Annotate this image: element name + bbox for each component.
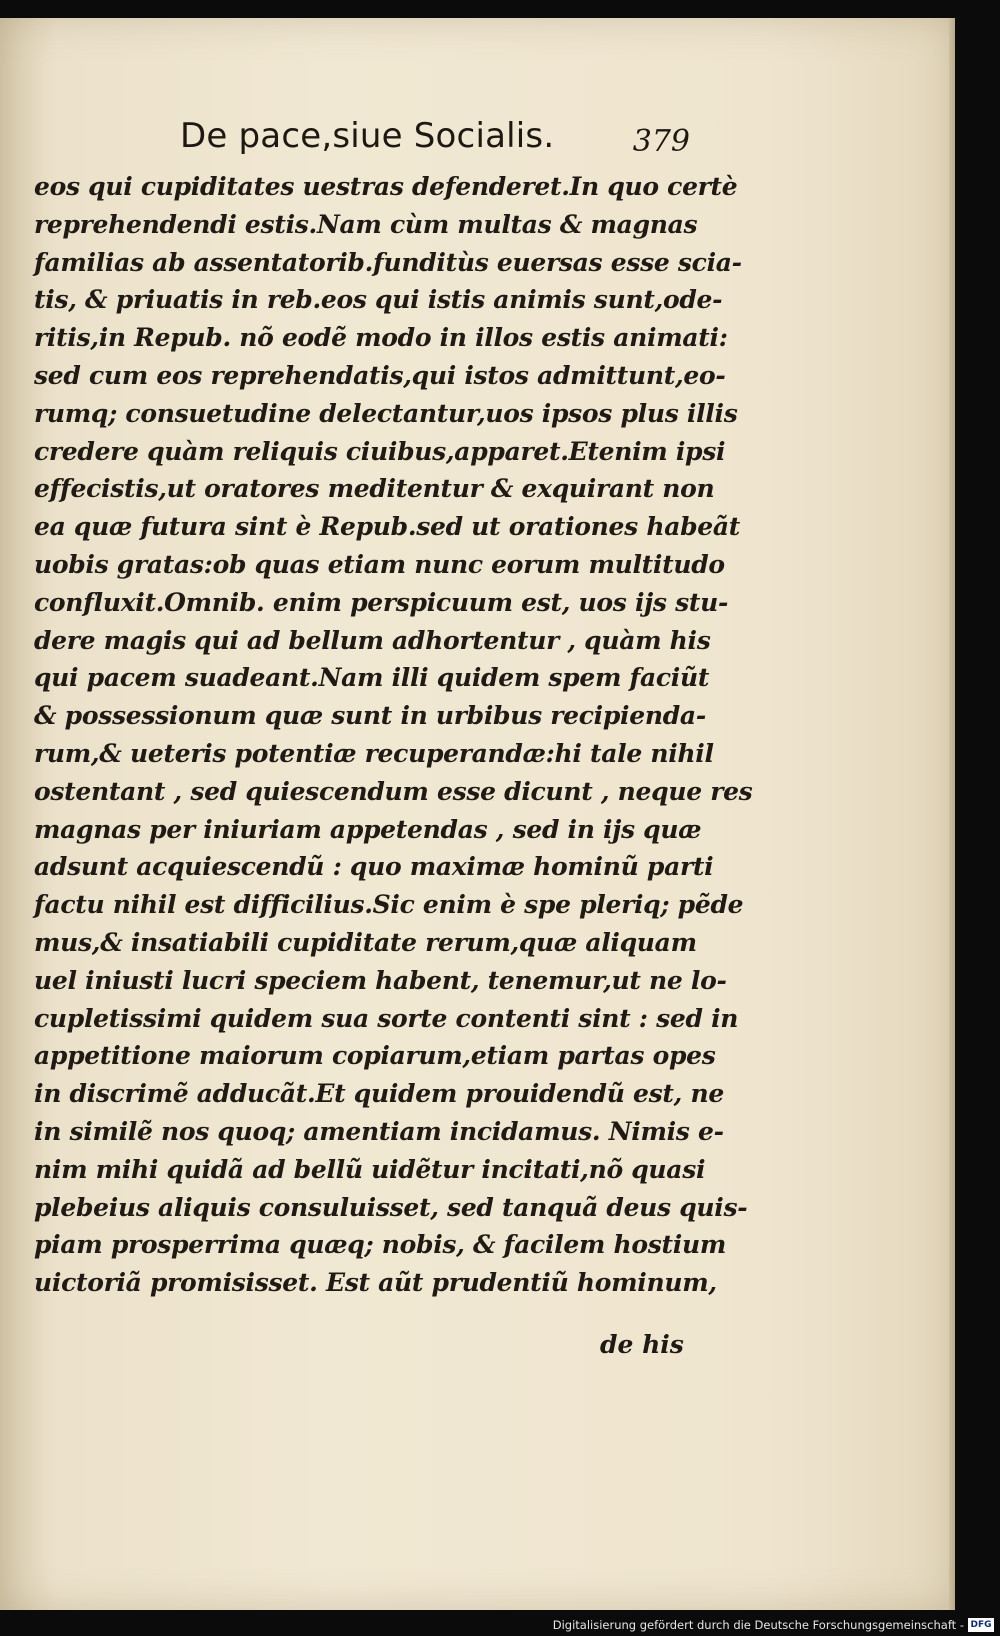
- text-line: nim mihi quidã ad bellũ uidẽtur incitati,nõ quasi: [34, 1154, 706, 1184]
- text-line: & possessionum quæ sunt in urbibus recipienda-: [34, 701, 706, 731]
- text-line: ritis,in Repub. nõ eodẽ modo in illos estis animati:: [34, 323, 728, 353]
- page-edge: [949, 18, 955, 1610]
- page-number: 379: [632, 124, 690, 159]
- text-line: eos qui cupiditates uestras defenderet.In quo certè: [34, 172, 738, 201]
- text-line: confluxit.Omnib. enim perspicuum est, uos ijs stu-: [34, 587, 729, 617]
- text-line: rumq; consuetudine delectantur,uos ipsos plus illis: [34, 398, 738, 428]
- body-text: [34, 168, 753, 1302]
- text-line: piam prosperrima quæq; nobis, & facilem hostium: [34, 1230, 726, 1260]
- text-line: uictoriã promisisset. Est aũt prudentiũ hominum,: [34, 1268, 717, 1298]
- text-line: in similẽ nos quoq; amentiam incidamus. Nimis e-: [34, 1116, 724, 1146]
- text-line: credere quàm reliquis ciuibus,apparet.Etenim ipsi: [34, 436, 726, 466]
- catchword: de his: [600, 1330, 684, 1359]
- text-line: appetitione maiorum copiarum,etiam partas opes: [34, 1041, 716, 1071]
- text-line: rum,& ueteris potentiæ recuperandæ:hi tale nihil: [34, 738, 714, 768]
- text-line: familias ab assentatorib.funditùs euersas esse scia-: [34, 247, 742, 277]
- text-line: factu nihil est difficilius.Sic enim è spe pleriq; pẽde: [34, 890, 744, 920]
- text-line: ea quæ futura sint è Repub.sed ut orationes habeãt: [34, 512, 741, 542]
- text-line: uobis gratas:ob quas etiam nunc eorum multitudo: [34, 549, 725, 579]
- page-header: [180, 110, 690, 170]
- text-line: cupletissimi quidem sua sorte contenti sint : sed in: [34, 1003, 739, 1033]
- text-line: uel iniusti lucri speciem habent, tenemur,ut ne lo-: [34, 965, 727, 995]
- footer-bar: [0, 1610, 1000, 1636]
- text-line: effecistis,ut oratores meditentur & exquirant non: [34, 474, 715, 504]
- text-line: in discrimẽ adducãt.Et quidem prouidendũ est, ne: [34, 1079, 724, 1109]
- text-line: reprehendendi estis.Nam cùm multas & magnas: [34, 209, 698, 239]
- text-line: dere magis qui ad bellum adhortentur , quàm his: [34, 625, 711, 655]
- book-page: [0, 18, 955, 1610]
- funding-credit: Digitalisierung gefördert durch die Deutsche Forschungsgemeinschaft -: [552, 1618, 964, 1632]
- text-line: adsunt acquiescendũ : quo maximæ hominũ parti: [34, 852, 714, 882]
- text-line: plebeius aliquis consuluisset, sed tanquã deus quis-: [34, 1192, 748, 1222]
- text-line: mus,& insatiabili cupiditate rerum,quæ aliquam: [34, 927, 697, 957]
- text-line: tis, & priuatis in reb.eos qui istis animis sunt,ode-: [34, 285, 723, 315]
- running-head: De pace,siue Socialis.: [180, 116, 555, 156]
- dfg-logo-icon: DFG: [968, 1618, 994, 1632]
- text-line: sed cum eos reprehendatis,qui istos admittunt,eo-: [34, 360, 726, 390]
- text-line: qui pacem suadeant.Nam illi quidem spem faciũt: [34, 663, 710, 693]
- text-line: ostentant , sed quiescendum esse dicunt , neque res: [34, 776, 753, 806]
- text-line: magnas per iniuriam appetendas , sed in ijs quæ: [34, 814, 702, 844]
